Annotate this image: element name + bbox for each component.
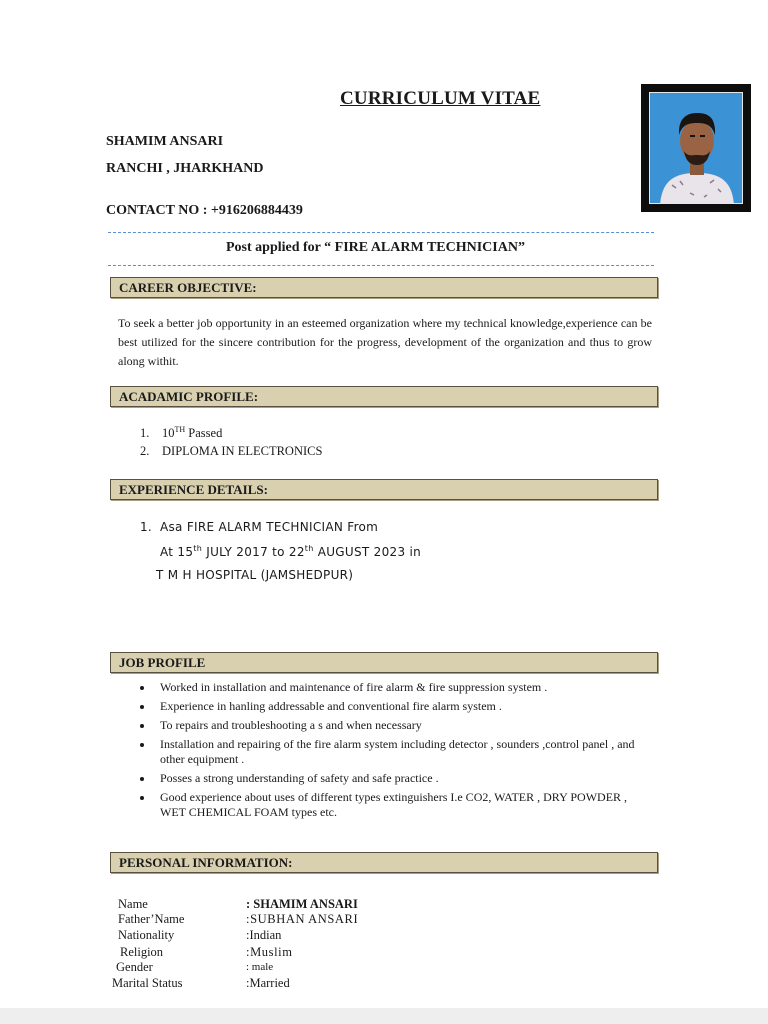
bullet-icon: [140, 796, 144, 800]
list-number: 2.: [140, 444, 150, 458]
list-number: 1.: [140, 520, 153, 534]
experience-date-c: AUGUST 2023 in: [313, 545, 422, 559]
section-career-objective: CAREER OBJECTIVE:: [110, 277, 658, 298]
personal-label-nationality: Nationality: [118, 928, 175, 942]
section-personal-information: PERSONAL INFORMATION:: [110, 852, 658, 873]
bullet-icon: [140, 743, 144, 747]
list-item: [140, 699, 654, 714]
personal-value-gender: : male: [246, 961, 274, 973]
post-applied: Post applied for “ FIRE ALARM TECHNICIAN”: [226, 240, 525, 255]
applicant-location: RANCHI , JHARKHAND: [106, 161, 264, 176]
person-portrait-icon: [650, 93, 743, 204]
section-experience-details: EXPERIENCE DETAILS:: [110, 479, 658, 500]
experience-sup-1: th: [193, 544, 203, 553]
list-item-text: To repairs and troubleshooting a s and when necessary: [160, 718, 422, 732]
section-job-profile: JOB PROFILE: [110, 652, 658, 673]
personal-label-marital: Marital Status: [112, 976, 183, 990]
list-item: [140, 737, 654, 767]
personal-label-religion: Religion: [120, 945, 164, 959]
academic-item-text: DIPLOMA IN ELECTRONICS: [162, 444, 323, 458]
bullet-icon: [140, 777, 144, 781]
list-item: [140, 790, 654, 820]
job-profile-list: [140, 680, 654, 824]
personal-value-father: :SUBHAN ANSARI: [246, 912, 359, 926]
personal-label-name: Name: [118, 897, 148, 911]
personal-value-name: : SHAMIM ANSARI: [246, 897, 358, 911]
bullet-icon: [140, 705, 144, 709]
divider-bottom: [108, 265, 654, 266]
list-item: [140, 771, 654, 786]
list-number: 1.: [140, 426, 150, 441]
profile-photo-image: [649, 92, 743, 204]
applicant-name: SHAMIM ANSARI: [106, 134, 224, 149]
section-academic-profile: ACADAMIC PROFILE:: [110, 386, 658, 407]
academic-item-1: [140, 425, 222, 441]
personal-info-table: [110, 896, 510, 996]
bullet-icon: [140, 686, 144, 690]
applicant-contact: CONTACT NO : +916206884439: [106, 203, 303, 218]
academic-item-sup: TH: [174, 425, 186, 434]
experience-date-b: JULY 2017 to 22: [202, 545, 305, 559]
experience-line-2: [160, 544, 421, 559]
page-footer-strip: [0, 1008, 768, 1024]
personal-label-father: Father’Name: [118, 912, 185, 926]
academic-item-text: 10: [162, 426, 175, 441]
profile-photo: [641, 84, 751, 212]
divider-top: [108, 232, 654, 233]
experience-line-1: [140, 520, 378, 534]
list-item-text: Experience in hanling addressable and conventional fire alarm system .: [160, 699, 502, 713]
career-objective-text: To seek a better job opportunity in an esteemed organization where my technical knowledge,experience can be best utilized for the sincere contribution for the progress, development of the organization and thus to grow along withit.: [118, 316, 652, 368]
personal-value-nationality: :Indian: [246, 928, 282, 942]
list-item-text: Posses a strong understanding of safety and safe practice .: [160, 771, 439, 785]
list-item-text: Good experience about uses of different types extinguishers I.e CO2, WATER , DRY POWDER , WET CHEMICAL FOAM types etc.: [160, 790, 628, 819]
experience-line-3: T M H HOSPITAL (JAMSHEDPUR): [156, 568, 354, 582]
list-item-text: Worked in installation and maintenance of fire alarm & fire suppression system .: [160, 680, 548, 694]
list-item: [140, 680, 654, 695]
list-item-text: Installation and repairing of the fire alarm system including detector , sounders ,control panel , and other equipment .: [160, 737, 635, 766]
list-item: [140, 718, 654, 733]
academic-item-2: [140, 444, 322, 459]
experience-sup-2: th: [304, 544, 314, 553]
bullet-icon: [140, 724, 144, 728]
personal-value-marital: :Married: [246, 976, 290, 990]
experience-date-a: At 15: [160, 545, 194, 559]
document-title: CURRICULUM VITAE: [340, 88, 541, 109]
academic-item-suffix: Passed: [185, 426, 223, 441]
personal-label-gender: Gender: [116, 960, 153, 974]
personal-value-religion: :Muslim: [246, 945, 293, 959]
experience-role: Asa FIRE ALARM TECHNICIAN From: [160, 520, 379, 534]
